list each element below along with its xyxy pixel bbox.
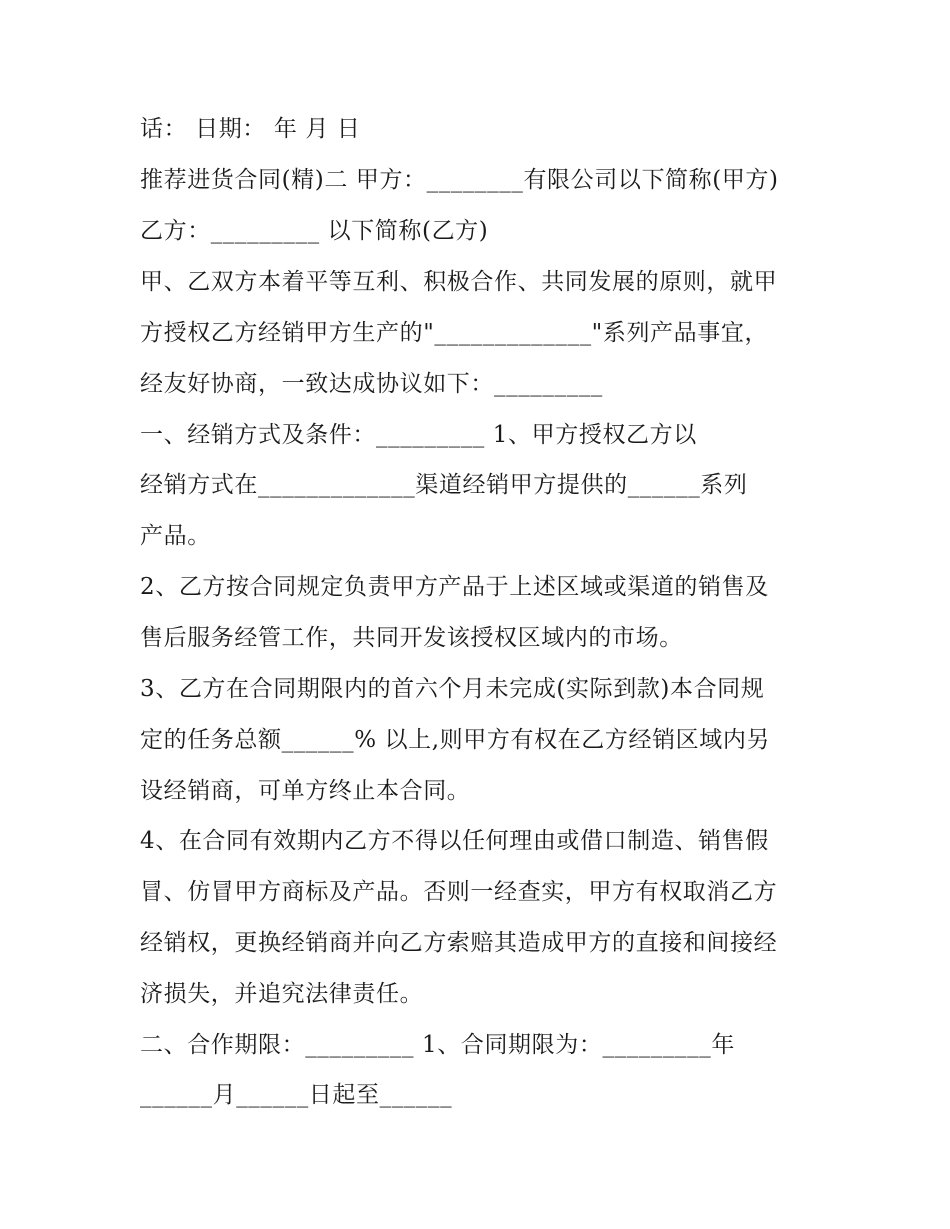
contract-line: 甲、乙双方本着平等互利、积极合作、共同发展的原则，就甲 bbox=[140, 269, 778, 295]
contract-line: 经销权，更换经销商并向乙方索赔其造成甲方的直接和间接经 bbox=[140, 930, 778, 956]
contract-line: 乙方：_________ 以下简称(乙方) bbox=[140, 218, 489, 244]
contract-line: 2、乙方按合同规定负责甲方产品于上述区域或渠道的销售及 bbox=[140, 574, 769, 600]
contract-line: 方授权乙方经销甲方生产的"_____________"系列产品事宜， bbox=[140, 320, 769, 346]
contract-line: 3、乙方在合同期限内的首六个月未完成(实际到款)本合同规 bbox=[140, 676, 765, 702]
contract-line: 产品。 bbox=[140, 523, 211, 549]
contract-line: 经销方式在_____________渠道经销甲方提供的______系列 bbox=[140, 472, 748, 498]
contract-line: ______月______日起至______ bbox=[140, 1082, 453, 1108]
contract-line: 4、在合同有效期内乙方不得以任何理由或借口制造、销售假 bbox=[140, 828, 769, 854]
contract-line: 经友好协商，一致达成协议如下：_________ bbox=[140, 371, 603, 397]
contract-line: 售后服务经管工作，共同开发该授权区域内的市场。 bbox=[140, 625, 683, 651]
contract-line: 设经销商，可单方终止本合同。 bbox=[140, 778, 471, 804]
contract-line: 推荐进货合同(精)二 甲方：________有限公司以下简称(甲方) bbox=[140, 167, 779, 193]
contract-line: 定的任务总额______% 以上,则甲方有权在乙方经销区域内另 bbox=[140, 727, 771, 753]
contract-line: 话： 日期： 年 月 日 bbox=[140, 116, 361, 142]
contract-line: 一、经销方式及条件：_________ 1、甲方授权乙方以 bbox=[140, 422, 697, 448]
contract-line: 二、合作期限：_________ 1、合同期限为：_________年 bbox=[140, 1032, 735, 1058]
contract-line: 冒、仿冒甲方商标及产品。否则一经查实，甲方有权取消乙方 bbox=[140, 879, 778, 905]
contract-line: 济损失，并追究法律责任。 bbox=[140, 981, 424, 1007]
